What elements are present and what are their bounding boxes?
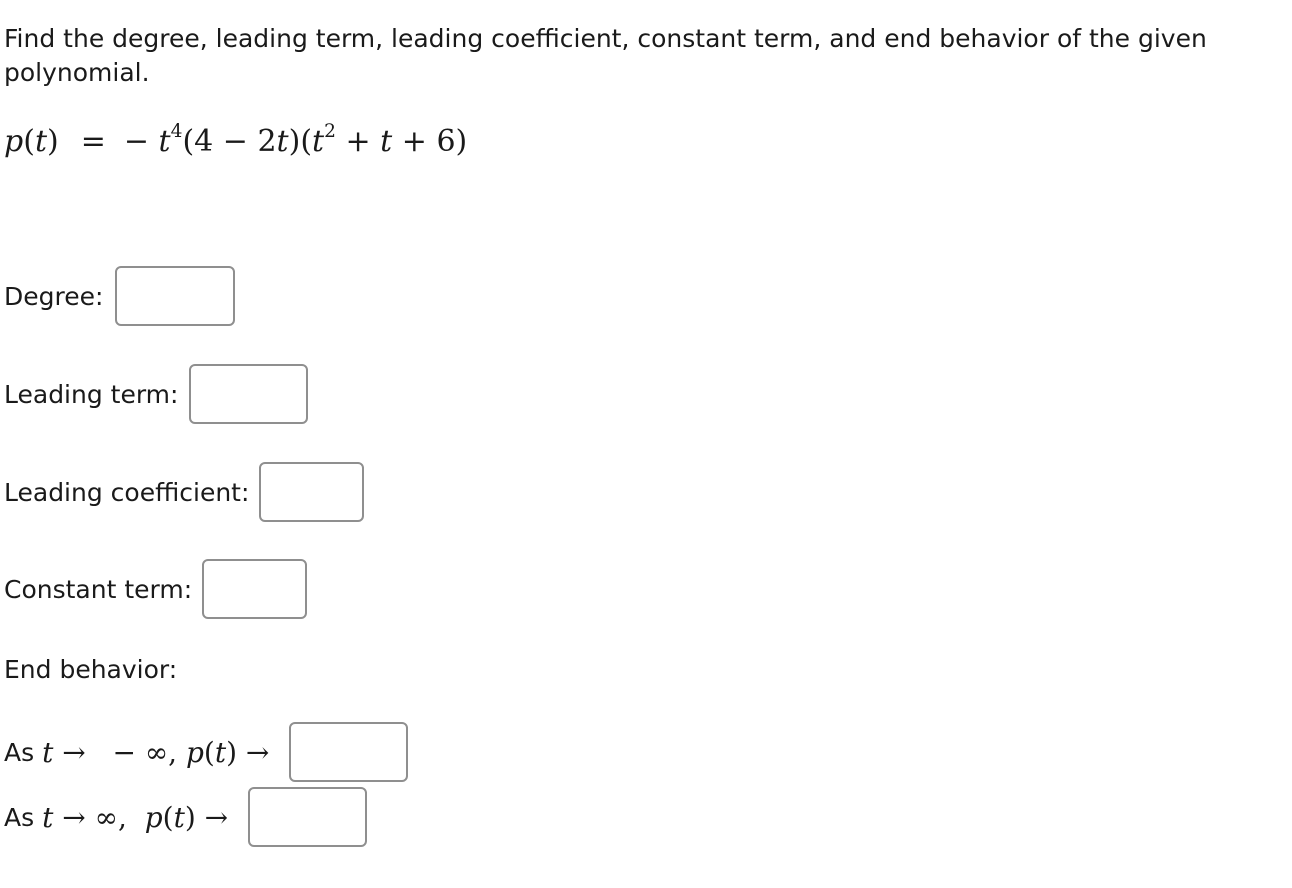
end-behavior-pos-row — [4, 787, 367, 847]
degree-input[interactable] — [115, 266, 235, 326]
leading-term-label: Leading term: — [4, 379, 179, 409]
leading-coefficient-input[interactable] — [259, 462, 364, 522]
factor3-open: ( — [300, 124, 313, 159]
leading-coefficient-label: Leading coefficient: — [4, 477, 250, 507]
equation-sign: − — [123, 124, 149, 159]
leading-coefficient-row — [4, 462, 364, 522]
problem-prompt: Find the degree, leading term, leading coefficient, constant term, and end behavior of the given polynomial. — [4, 24, 1207, 87]
pos-limit-expression: t → ∞, p(t) → — [42, 800, 229, 834]
factor3-rest: + t + 6) — [335, 124, 468, 159]
factor1-exponent: 4 — [170, 121, 183, 143]
degree-label: Degree: — [4, 281, 104, 311]
leading-term-input[interactable] — [189, 364, 308, 424]
equation-equals: = — [80, 124, 106, 159]
equation-lhs: p(t) — [4, 124, 59, 159]
neg-end-behavior-input[interactable] — [289, 722, 408, 782]
pos-end-behavior-input[interactable] — [248, 787, 367, 847]
neg-as-label: As — [4, 737, 35, 767]
factor3-base: t — [312, 124, 325, 159]
polynomial-equation — [4, 121, 468, 159]
factor3-exponent: 2 — [324, 121, 336, 143]
end-behavior-neg-row — [4, 722, 408, 782]
degree-row — [4, 266, 235, 326]
pos-as-label: As — [4, 802, 35, 832]
leading-term-row — [4, 364, 308, 424]
constant-term-input[interactable] — [202, 559, 307, 619]
end-behavior-label: End behavior: — [4, 655, 178, 684]
factor2: (4 − 2t) — [182, 124, 301, 159]
constant-term-row — [4, 559, 307, 619]
factor1-base: t — [158, 124, 171, 159]
neg-limit-expression: t → − ∞, p(t) → — [42, 735, 270, 769]
constant-term-label: Constant term: — [4, 574, 193, 604]
